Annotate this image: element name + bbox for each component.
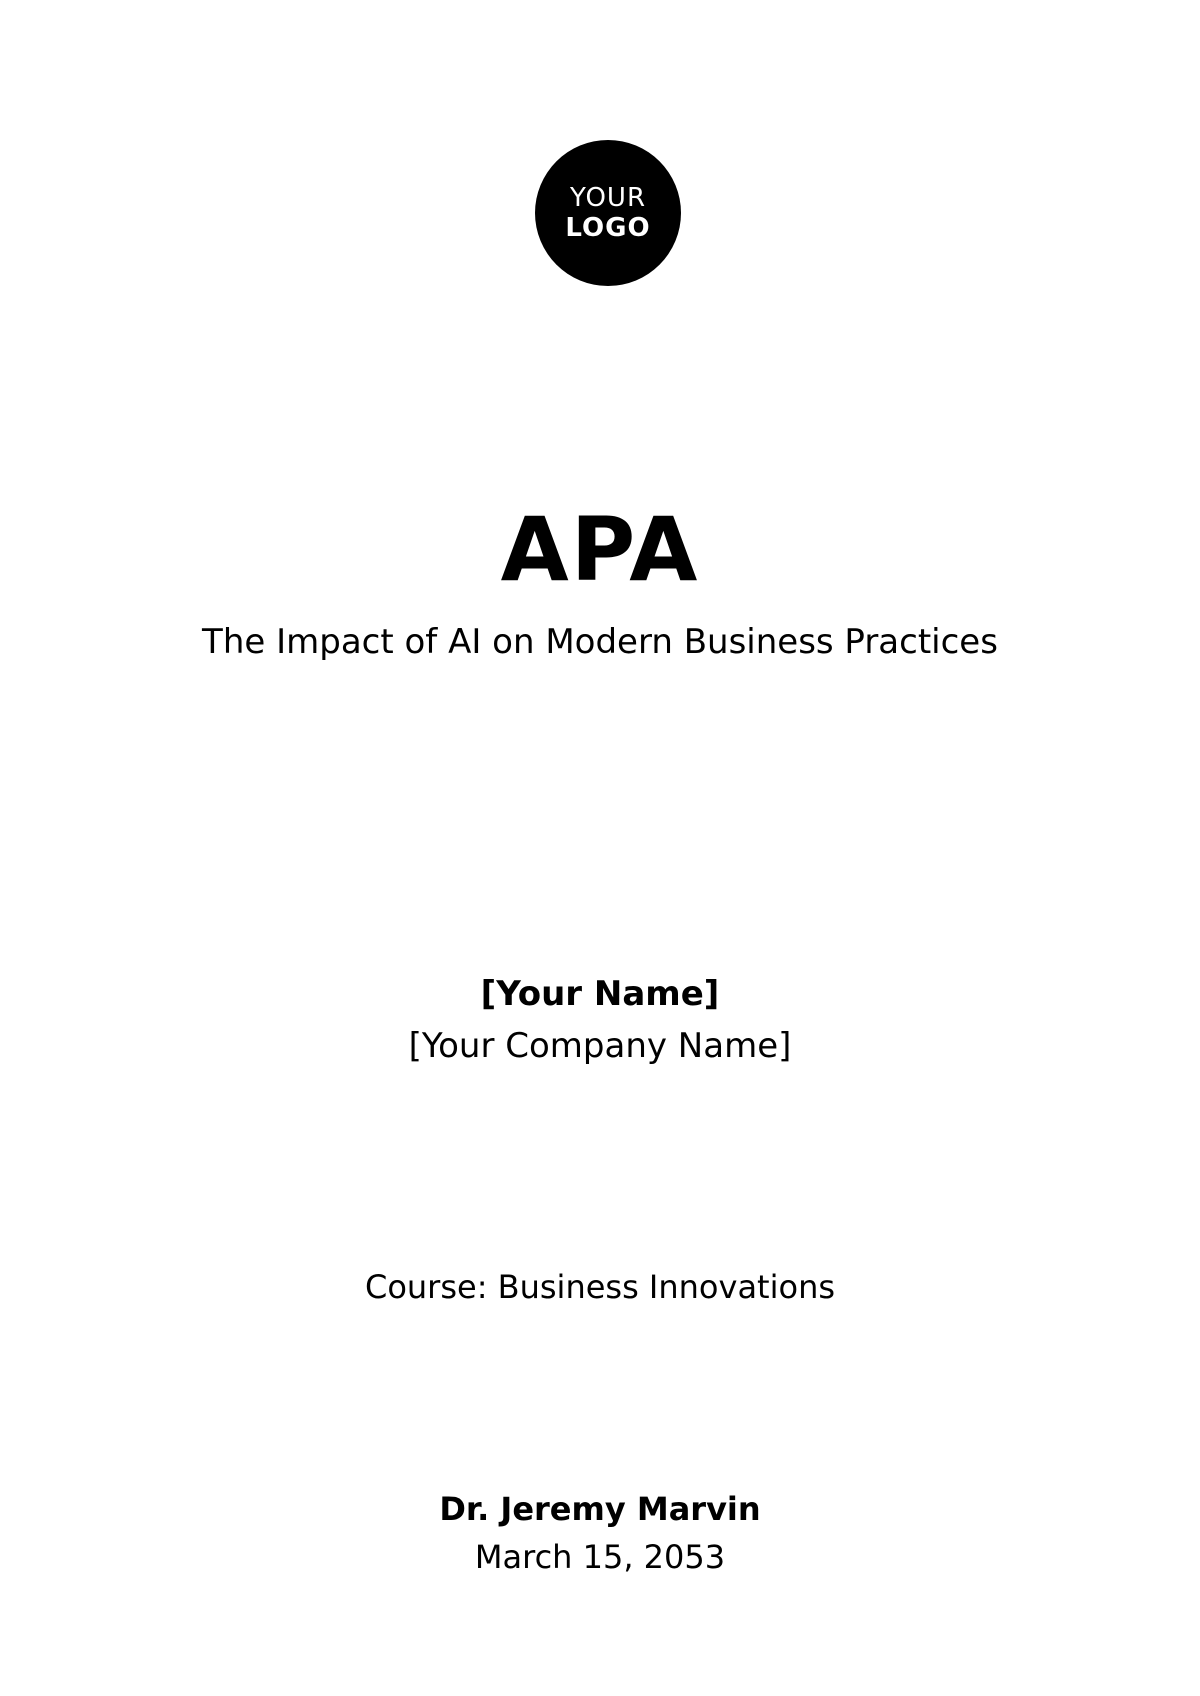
document-subtitle: The Impact of AI on Modern Business Practices [202,622,998,662]
author-name: [Your Name] [480,974,720,1014]
company-logo [535,140,681,286]
document-date: March 15, 2053 [474,1538,726,1576]
logo-text-line2: LOGO [565,213,651,243]
document-title: APA [500,498,700,601]
logo-text-line1: YOUR [569,183,647,213]
course-info: Course: Business Innovations [364,1268,836,1306]
company-name: [Your Company Name] [408,1026,792,1066]
instructor-name: Dr. Jeremy Marvin [439,1490,761,1528]
